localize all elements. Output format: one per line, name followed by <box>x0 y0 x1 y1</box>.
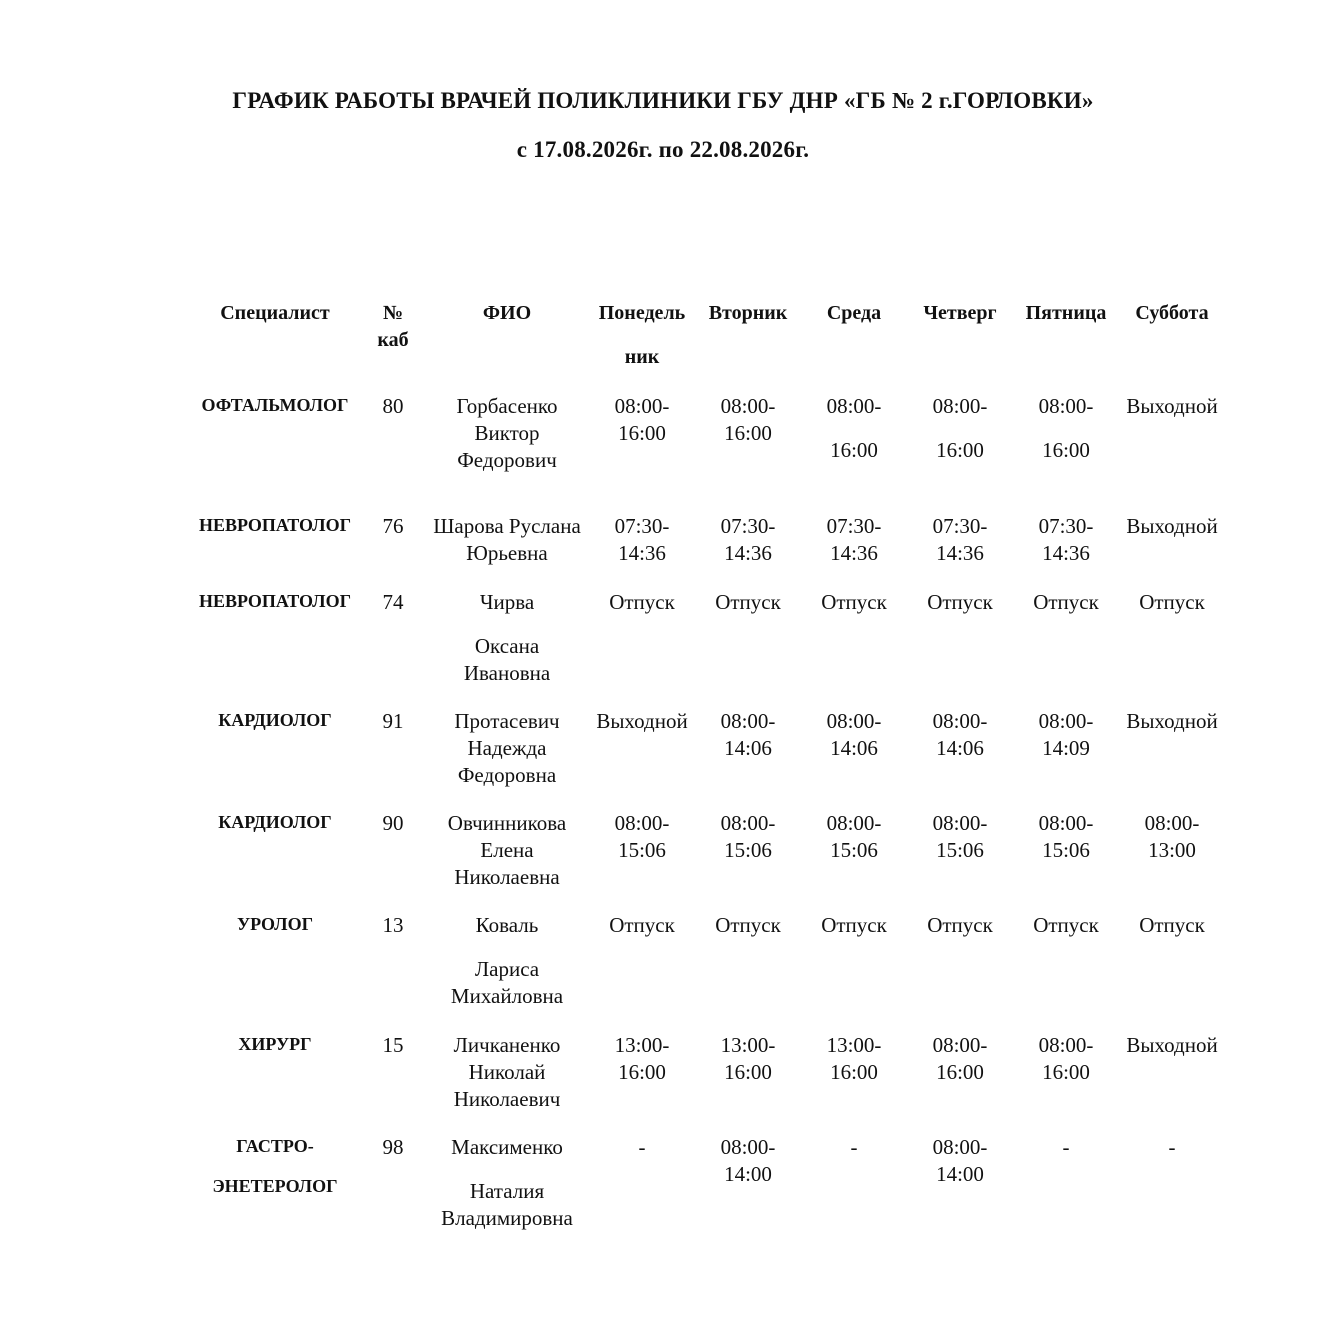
specialist-line: ХИРУРГ <box>238 1034 312 1054</box>
time-line: 16:00 <box>1042 438 1090 462</box>
row-doctor-name <box>421 1134 593 1232</box>
row-doctor-name <box>421 810 593 891</box>
specialist-line: ЭНЕТЕРОЛОГ <box>212 1176 338 1196</box>
row-wednesday: - <box>850 1135 858 1159</box>
row-specialist <box>190 588 360 615</box>
specialist-line: КАРДИОЛОГ <box>218 812 332 832</box>
name-line: Чирва <box>479 590 535 614</box>
row-room: 13 <box>382 913 404 937</box>
time-line: 14:00 <box>936 1162 984 1186</box>
time-line: 16:00 <box>618 1060 666 1084</box>
row-specialist <box>190 392 360 419</box>
header-room <box>363 300 423 354</box>
row-thursday <box>906 708 1014 762</box>
time-line: 15:06 <box>618 838 666 862</box>
row-saturday: Выходной <box>1126 394 1218 418</box>
row-wednesday <box>800 708 908 762</box>
row-wednesday <box>800 513 908 567</box>
time-line: 16:00 <box>830 438 878 462</box>
time-line: 08:00- <box>932 709 988 733</box>
row-saturday: Выходной <box>1126 1033 1218 1057</box>
name-line: Протасевич <box>454 709 560 733</box>
header-room-line2: каб <box>377 329 409 351</box>
name-line: Виктор <box>474 421 540 445</box>
row-monday: Отпуск <box>609 590 675 614</box>
time-line: 08:00- <box>826 709 882 733</box>
time-line: 13:00- <box>614 1033 670 1057</box>
row-monday <box>588 810 696 864</box>
name-line: Юрьевна <box>466 541 548 565</box>
row-room: 15 <box>382 1033 404 1057</box>
time-line: 16:00 <box>936 438 984 462</box>
row-specialist <box>190 809 360 836</box>
row-tuesday <box>694 513 802 567</box>
row-doctor-name <box>421 708 593 789</box>
time-line: 08:00- <box>720 709 776 733</box>
time-line: 07:30- <box>614 514 670 538</box>
row-friday: Отпуск <box>1033 590 1099 614</box>
row-friday <box>1012 810 1120 864</box>
header-specialist: Специалист <box>220 302 330 324</box>
row-saturday: Отпуск <box>1139 590 1205 614</box>
row-doctor-name <box>421 1032 593 1113</box>
name-line: Горбасенко <box>456 394 558 418</box>
specialist-line: ГАСТРО- <box>236 1136 314 1156</box>
row-monday <box>588 393 696 447</box>
name-line: Максименко <box>451 1135 563 1159</box>
name-line: Надежда <box>467 736 547 760</box>
time-line: 14:36 <box>830 541 878 565</box>
specialist-line: НЕВРОПАТОЛОГ <box>198 591 352 611</box>
header-tuesday: Вторник <box>708 302 788 324</box>
time-line: 08:00- <box>720 394 776 418</box>
time-line: 08:00- <box>720 1135 776 1159</box>
row-tuesday: Отпуск <box>715 590 781 614</box>
time-line: 14:06 <box>724 736 772 760</box>
row-tuesday <box>694 810 802 864</box>
row-saturday: Выходной <box>1126 514 1218 538</box>
name-line: Шарова Руслана <box>433 514 581 538</box>
time-line: 07:30- <box>720 514 776 538</box>
time-line: 08:00- <box>1038 709 1094 733</box>
header-name: ФИО <box>482 302 532 324</box>
row-thursday <box>906 393 1014 464</box>
time-line: 08:00- <box>614 394 670 418</box>
time-line: 16:00 <box>936 1060 984 1084</box>
time-line: 15:06 <box>830 838 878 862</box>
row-doctor-name <box>421 393 593 474</box>
row-saturday <box>1116 810 1228 864</box>
row-monday <box>588 1032 696 1086</box>
row-wednesday <box>800 1032 908 1086</box>
row-specialist <box>190 1031 360 1058</box>
name-line: Коваль <box>475 913 539 937</box>
time-line: 07:30- <box>932 514 988 538</box>
time-line: 07:30- <box>826 514 882 538</box>
time-line: 15:06 <box>936 838 984 862</box>
time-line: 13:00- <box>826 1033 882 1057</box>
header-monday-line1: Понедель <box>598 302 686 324</box>
row-friday: - <box>1062 1135 1070 1159</box>
time-line: 14:09 <box>1042 736 1090 760</box>
row-specialist <box>190 707 360 734</box>
header-monday <box>588 300 696 371</box>
time-line: 08:00- <box>1038 811 1094 835</box>
time-line: 08:00- <box>1038 1033 1094 1057</box>
schedule-period: с 17.08.2026г. по 22.08.2026г. <box>516 137 810 162</box>
header-friday: Пятница <box>1025 302 1107 324</box>
row-room: 74 <box>382 590 404 614</box>
schedule-title: ГРАФИК РАБОТЫ ВРАЧЕЙ ПОЛИКЛИНИКИ ГБУ ДНР «ГБ № 2 г.ГОРЛОВКИ» <box>232 88 1094 113</box>
time-line: 16:00 <box>724 1060 772 1084</box>
name-line: Елена <box>480 838 534 862</box>
row-thursday: Отпуск <box>927 913 993 937</box>
name-line: Оксана <box>474 634 540 658</box>
row-specialist <box>190 512 360 539</box>
time-line: 16:00 <box>830 1060 878 1084</box>
time-line: 08:00- <box>826 811 882 835</box>
row-specialist <box>190 911 360 938</box>
row-room: 90 <box>382 811 404 835</box>
header-thursday: Четверг <box>923 302 997 324</box>
header-saturday: Суббота <box>1135 302 1209 324</box>
time-line: 08:00- <box>1144 811 1200 835</box>
row-tuesday <box>694 1134 802 1188</box>
header-monday-line2: ник <box>624 346 660 368</box>
row-saturday: Выходной <box>1126 709 1218 733</box>
row-thursday <box>906 810 1014 864</box>
row-tuesday <box>694 1032 802 1086</box>
row-friday <box>1012 708 1120 762</box>
name-line: Наталия <box>469 1179 545 1203</box>
time-line: 16:00 <box>724 421 772 445</box>
time-line: 08:00- <box>720 811 776 835</box>
row-friday <box>1012 513 1120 567</box>
time-line: 14:06 <box>830 736 878 760</box>
name-line: Лариса <box>474 957 540 981</box>
row-room: 76 <box>382 514 404 538</box>
time-line: 08:00- <box>614 811 670 835</box>
time-line: 16:00 <box>1042 1060 1090 1084</box>
row-monday: Выходной <box>596 709 688 733</box>
row-wednesday <box>800 393 908 464</box>
row-friday: Отпуск <box>1033 913 1099 937</box>
time-line: 08:00- <box>932 811 988 835</box>
row-room: 80 <box>382 394 404 418</box>
name-line: Личканенко <box>453 1033 561 1057</box>
row-wednesday <box>800 810 908 864</box>
row-thursday <box>906 513 1014 567</box>
time-line: 15:06 <box>724 838 772 862</box>
row-wednesday: Отпуск <box>821 590 887 614</box>
row-room: 98 <box>382 1135 404 1159</box>
time-line: 08:00- <box>932 394 988 418</box>
name-line: Ивановна <box>463 661 551 685</box>
row-thursday <box>906 1032 1014 1086</box>
name-line: Николаевич <box>453 1087 561 1111</box>
row-doctor-name <box>421 589 593 687</box>
time-line: 14:06 <box>936 736 984 760</box>
header-wednesday: Среда <box>826 302 882 324</box>
time-line: 15:06 <box>1042 838 1090 862</box>
name-line: Федоровна <box>457 763 557 787</box>
time-line: 07:30- <box>1038 514 1094 538</box>
time-line: 13:00 <box>1148 838 1196 862</box>
specialist-line: ОФТАЛЬМОЛОГ <box>201 395 349 415</box>
row-wednesday: Отпуск <box>821 913 887 937</box>
name-line: Овчинникова <box>447 811 567 835</box>
row-doctor-name <box>421 513 593 567</box>
time-line: 14:36 <box>724 541 772 565</box>
time-line: 14:36 <box>936 541 984 565</box>
row-thursday <box>906 1134 1014 1188</box>
row-tuesday <box>694 393 802 447</box>
time-line: 08:00- <box>932 1033 988 1057</box>
time-line: 08:00- <box>1038 394 1094 418</box>
row-thursday: Отпуск <box>927 590 993 614</box>
row-saturday: - <box>1168 1135 1176 1159</box>
row-friday <box>1012 393 1120 464</box>
time-line: 13:00- <box>720 1033 776 1057</box>
specialist-line: КАРДИОЛОГ <box>218 710 332 730</box>
name-line: Михайловна <box>450 984 564 1008</box>
row-monday: - <box>638 1135 646 1159</box>
row-tuesday: Отпуск <box>715 913 781 937</box>
time-line: 08:00- <box>826 394 882 418</box>
specialist-line: УРОЛОГ <box>236 914 314 934</box>
time-line: 14:00 <box>724 1162 772 1186</box>
row-specialist <box>190 1133 360 1200</box>
row-friday <box>1012 1032 1120 1086</box>
name-line: Николаевна <box>454 865 560 889</box>
specialist-line: НЕВРОПАТОЛОГ <box>198 515 352 535</box>
row-tuesday <box>694 708 802 762</box>
row-room: 91 <box>382 709 404 733</box>
row-monday <box>588 513 696 567</box>
name-line: Федорович <box>457 448 557 472</box>
header-room-line1: № <box>382 302 404 324</box>
name-line: Николай <box>468 1060 546 1084</box>
name-line: Владимировна <box>441 1206 573 1230</box>
time-line: 14:36 <box>1042 541 1090 565</box>
time-line: 08:00- <box>932 1135 988 1159</box>
time-line: 14:36 <box>618 541 666 565</box>
row-saturday: Отпуск <box>1139 913 1205 937</box>
row-monday: Отпуск <box>609 913 675 937</box>
row-doctor-name <box>421 912 593 1010</box>
time-line: 16:00 <box>618 421 666 445</box>
